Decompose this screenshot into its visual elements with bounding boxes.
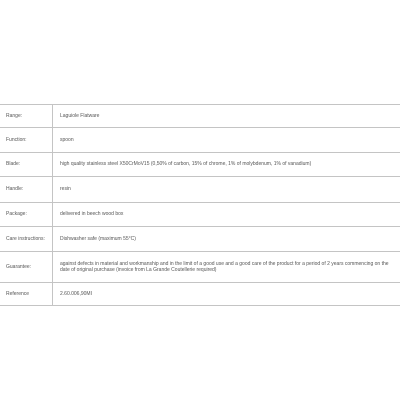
spec-label: Care instructions:: [0, 227, 53, 252]
spec-row-range: [0, 105, 400, 128]
product-specs-table: [0, 104, 400, 306]
spec-value: spoon: [60, 136, 74, 143]
spec-row-handle: [0, 177, 400, 203]
spec-label: Range:: [0, 105, 53, 128]
spec-row-function: [0, 128, 400, 153]
spec-value: delivered in beech wood box: [60, 211, 124, 218]
spec-row-reference: [0, 283, 400, 306]
spec-value: 2.60.006,90MI: [60, 290, 92, 297]
spec-label: Guarantee:: [0, 252, 53, 283]
spec-label: Package:: [0, 203, 53, 227]
spec-label: Blade:: [0, 153, 53, 177]
spec-value: Laguiole Flatware: [60, 112, 100, 119]
spec-label: Handle:: [0, 177, 53, 203]
spec-label: Reference: [0, 283, 53, 306]
spec-value: high quality stainless steel X50CrMoV15 (0,50% of carbon, 15% of chrome, 1% of molybdenum, 1% of vanadium): [60, 161, 312, 168]
spec-row-package: [0, 203, 400, 227]
spec-value: against defects in material and workmanship and in the limit of a good use and a good care of the product for a period of 2 years commencing on the date of original purchase (invoice from La Grande Coutellerie required): [60, 260, 389, 273]
spec-row-blade: [0, 153, 400, 177]
spec-value: resin: [60, 186, 71, 193]
spec-row-guarantee: [0, 252, 400, 283]
spec-value: Dishwasher safe (maximum 55°C): [60, 235, 136, 242]
spec-label: Function:: [0, 128, 53, 153]
spec-row-care-instructions: [0, 227, 400, 252]
